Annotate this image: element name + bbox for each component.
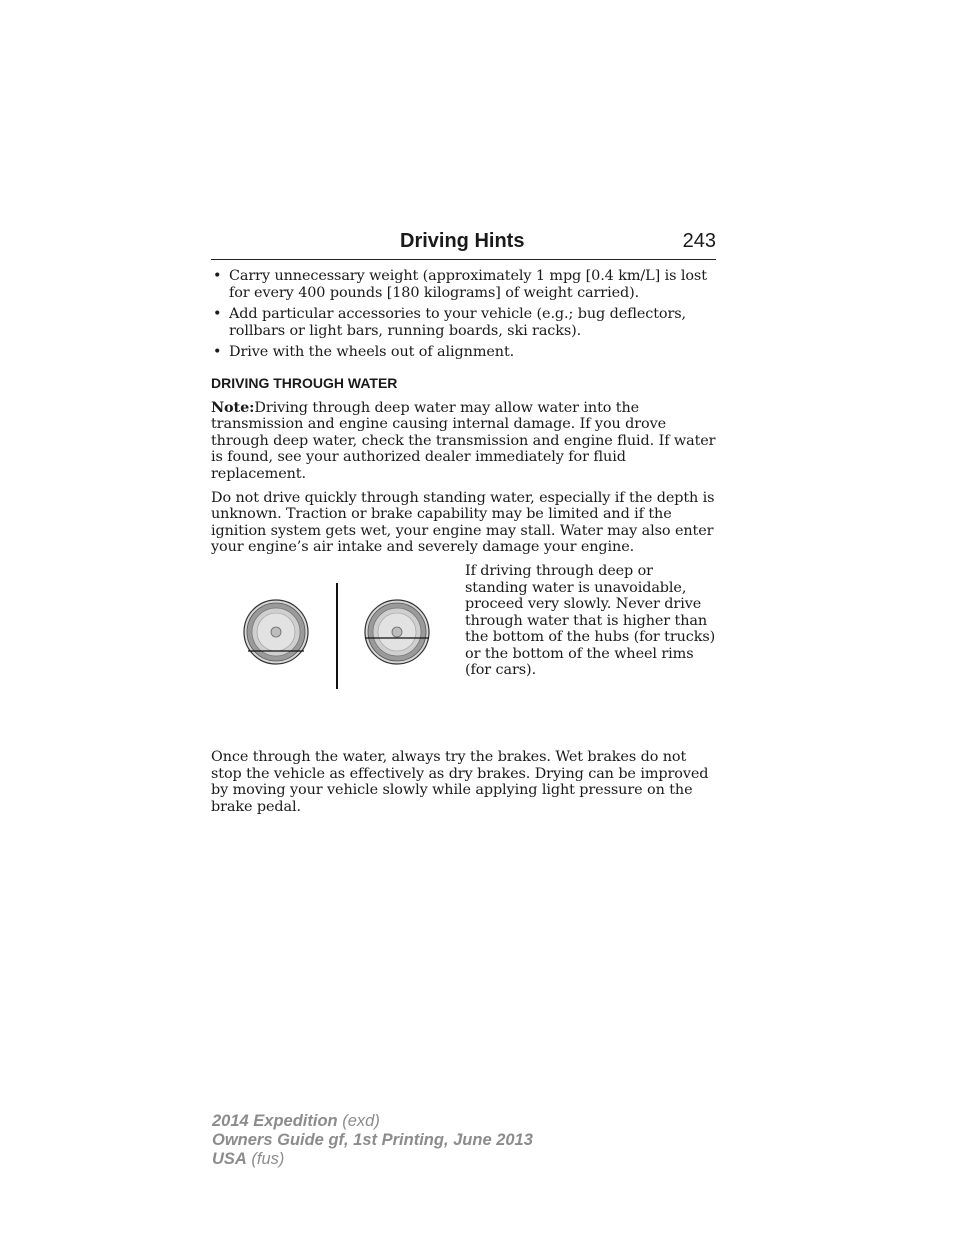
footer-line-model — [212, 1112, 533, 1131]
wheel-water-level-illustration — [241, 581, 441, 691]
note-paragraph — [211, 400, 716, 483]
footer-printing: Owners Guide gf, 1st Printing, June 2013 — [212, 1131, 533, 1149]
list-item — [211, 306, 716, 339]
figure-block — [211, 563, 716, 743]
bullet-marker: • — [213, 344, 222, 361]
footer-market-code: (fus) — [246, 1150, 285, 1168]
bullet-marker: • — [213, 268, 222, 284]
bullet-marker: • — [213, 306, 222, 323]
note-label: Note: — [211, 398, 255, 416]
list-item-text: Add particular accessories to your vehicle (e.g.; bug deflectors, rollbars or light bars, running boards, ski racks). — [229, 306, 687, 339]
list-item — [211, 268, 716, 301]
section-heading: DRIVING THROUGH WATER — [211, 374, 398, 391]
paragraph-standing-water: Do not drive quickly through standing water, especially if the depth is unknown. Traction or brake capability may be limited and if the ignition system gets wet, your engine may stall. Water may also enter your engine’s air intake and severely damage your engine. — [211, 489, 715, 556]
page-footer — [212, 1112, 533, 1169]
footer-model: 2014 Expedition — [212, 1112, 338, 1130]
list-item-text: Drive with the wheels out of alignment. — [229, 344, 515, 361]
list-item — [211, 344, 716, 361]
car-wheel-icon — [365, 600, 429, 664]
list-item-text: Carry unnecessary weight (approximately 1 mpg [0.4 km/L] is lost for every 400 pounds [180 kilograms] of weight carried). — [229, 268, 707, 301]
page-content — [211, 268, 716, 822]
chapter-title: Driving Hints — [400, 230, 525, 252]
footer-model-code: (exd) — [337, 1112, 380, 1130]
page-number: 243 — [682, 230, 716, 252]
bullet-list — [211, 268, 716, 361]
paragraph-brakes: Once through the water, always try the brakes. Wet brakes do not stop the vehicle as effectively as dry brakes. Drying can be improved by moving your vehicle slowly while applying light pressure on the brake pedal. — [211, 748, 709, 815]
truck-wheel-icon — [244, 600, 308, 664]
footer-market: USA — [212, 1150, 247, 1168]
footer-line-market — [212, 1150, 533, 1169]
page-header — [211, 226, 716, 260]
figure-caption-text: If driving through deep or standing water is unavoidable, proceed very slowly. Never drive through water that is higher than the bottom of the hubs (for trucks) or the bottom of the wheel rims (for cars). — [465, 562, 716, 679]
note-text: Driving through deep water may allow water into the transmission and engine causing internal damage. If you drove through deep water, check the transmission and engine fluid. If water is found, see your authorized dealer immediately for fluid replacement. — [211, 399, 716, 482]
